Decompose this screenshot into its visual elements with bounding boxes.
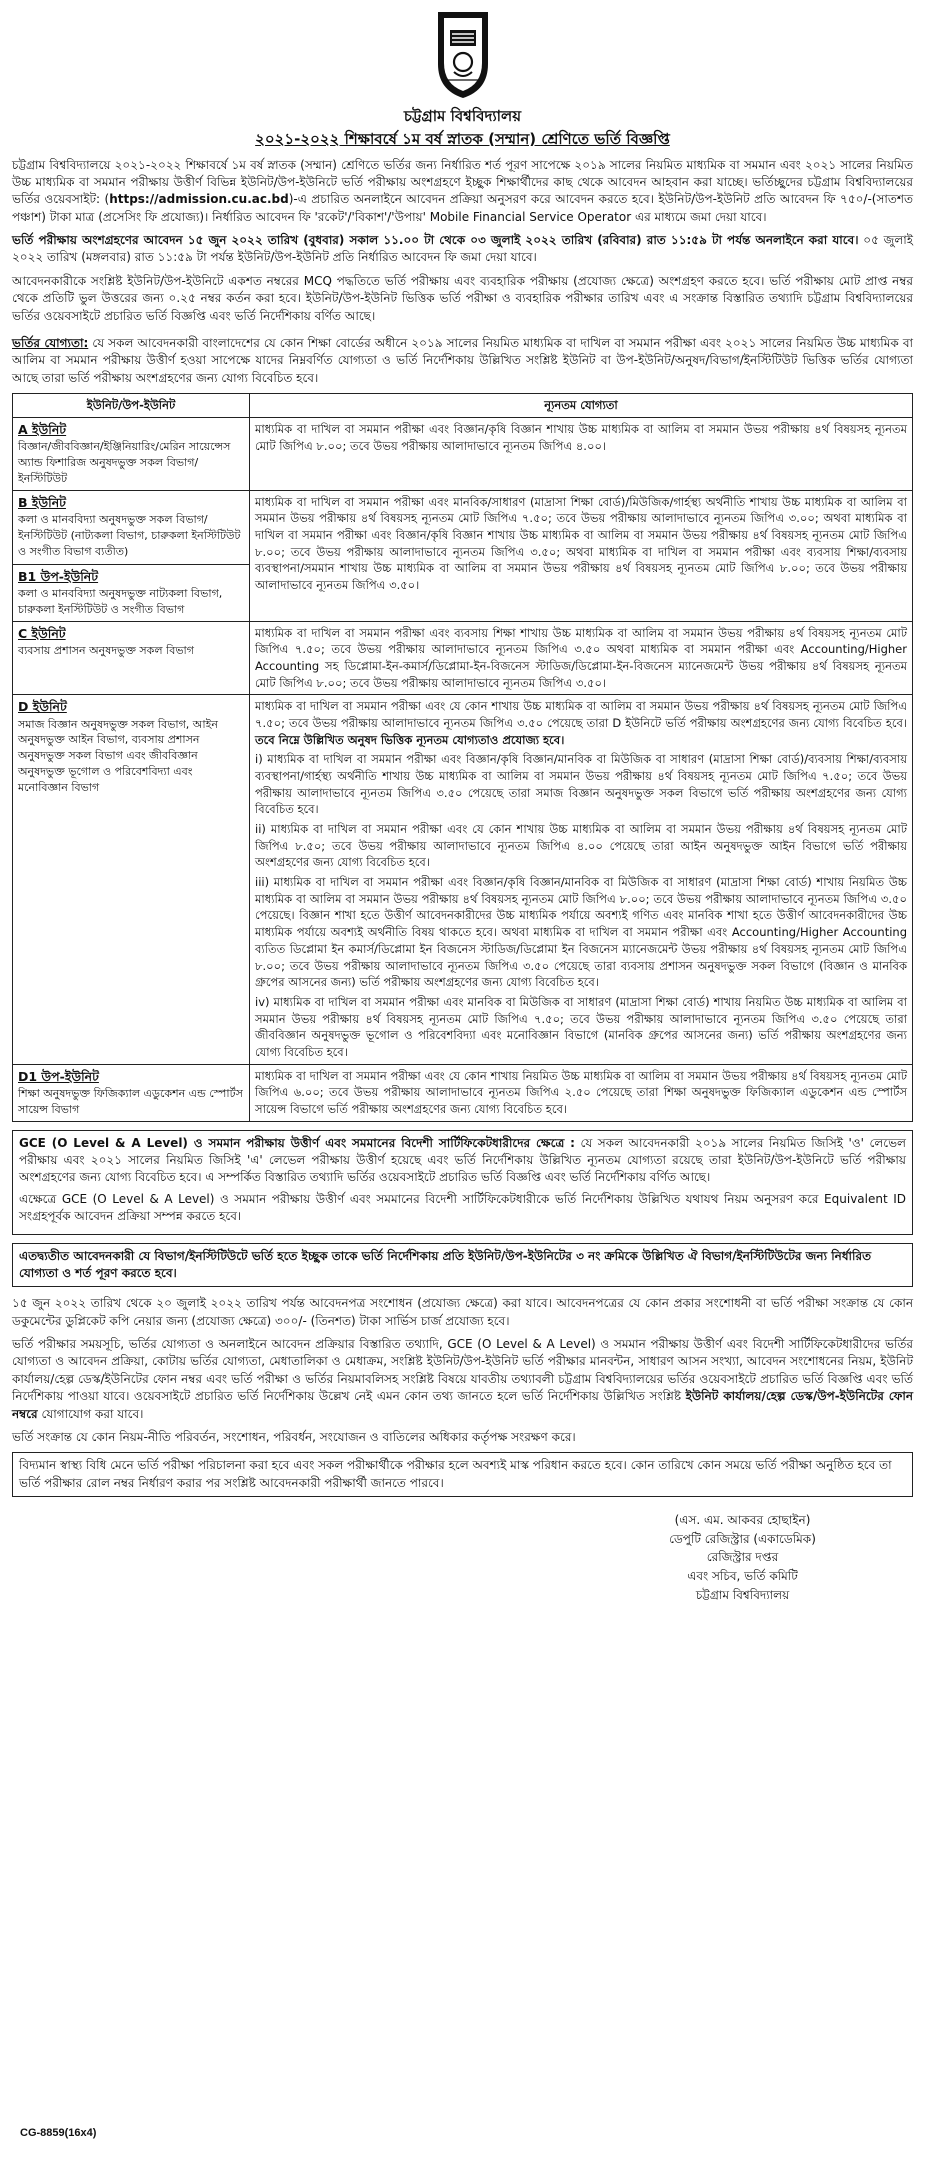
unit-requirement: মাধ্যমিক বা দাখিল বা সমমান পরীক্ষা এবং বিজ্ঞান/কৃষি বিজ্ঞান শাখায় উচ্চ মাধ্যমিক বা আলিম বা সমমান উভয় পরীক্ষায় ৪র্থ বিষয়সহ ন্যূনতম মোট জিপিএ ৮.০০; তবে উভয় পরীক্ষায় আলাদাভাবে ন্যূনতম জিপিএ ৪.০০। <box>250 417 913 490</box>
d-sub-i: i) মাধ্যমিক বা দাখিল বা সমমান পরীক্ষা এবং বিজ্ঞান/কৃষি বিজ্ঞান/মানবিক বা মিউজিক বা সাধারণ (মাদ্রাসা শিক্ষা বোর্ড)/ব্যবসায় শিক্ষা/ব্যবসায় ব্যবস্থাপনা/গার্হস্থ্য অর্থনীতি শাখায় উচ্চ মাধ্যমিক বা আলিম বা সমমান উভয় পরীক্ষায় ৪র্থ বিষয়সহ ন্যূনতম মোট জিপিএ ৭.৫০; তবে উভয় পরীক্ষায় আলাদাভাবে ন্যূনতম জিপিএ ৩.৫০ পেয়েছে তারা সমাজ বিজ্ঞান অনুষদভুক্ত সকল বিভাগে ভর্তি পরীক্ষায় অংশগ্রহণের জন্য যোগ্য বিবেচিত হবে। <box>255 752 907 817</box>
health-box: বিদ্যমান স্বাস্থ্য বিধি মেনে ভর্তি পরীক্ষা পরিচালনা করা হবে এবং সকল পরীক্ষার্থীকে পরীক্ষার হলে অবশ্যই মাস্ক পরিধান করতে হবে। কোন তারিখে কোন সময়ে ভর্তি পরীক্ষা অনুষ্ঠিত হবে তা ভর্তি পরীক্ষার রোল নম্বর নির্ধারণ করার পর সংশ্লিষ্ট আবেদনকারী পরীক্ষার্থী জানতে পারবে। <box>12 1452 913 1497</box>
admission-website-link[interactable]: https://admission.cu.ac.bd <box>109 192 289 207</box>
unit-name: D1 উপ-ইউনিট <box>18 1068 99 1084</box>
gce-box <box>12 1130 913 1235</box>
unit-name: B1 উপ-ইউনিট <box>18 568 99 584</box>
unit-requirement <box>250 695 913 1064</box>
unit-name: B ইউনিট <box>18 494 66 510</box>
table-row-a-unit <box>13 417 913 490</box>
details-paragraph <box>12 1336 913 1423</box>
d-req-main: মাধ্যমিক বা দাখিল বা সমমান পরীক্ষা এবং যে কোন শাখায় উচ্চ মাধ্যমিক বা আলিম বা সমমান উভয় পরীক্ষায় ৪র্থ বিষয়সহ ন্যূনতম মোট জিপিএ ৭.৫০; তবে উভয় পরীক্ষায় আলাদাভাবে ন্যূনতম জিপিএ ৩.৫০ পেয়েছে তারা D ইউনিটে ভর্তি পরীক্ষায় অংশগ্রহণের জন্য যোগ্য বিবেচিত হবে। <box>255 699 907 731</box>
deadline-bold: ভর্তি পরীক্ষায় অংশগ্রহণের আবেদন ১৫ জুন ২০২২ তারিখ (বুধবার) সকাল ১১.০০ টা থেকে ০৩ জুলাই ২০২২ তারিখ (রবিবার) রাত ১১:৫৯ টা পর্যন্ত অনলাইনে করা যাবে। <box>12 233 859 248</box>
signature-block <box>572 1511 913 1604</box>
details-end: যোগাযোগ করা যাবে। <box>37 1406 144 1421</box>
unit-name: D ইউনিট <box>18 699 67 715</box>
unit-requirement: মাধ্যমিক বা দাখিল বা সমমান পরীক্ষা এবং ব্যবসায় শিক্ষা শাখায় উচ্চ মাধ্যমিক বা আলিম বা সমমান উভয় পরীক্ষায় ৪র্থ বিষয়সহ ন্যূনতম মোট জিপিএ ৭.৫০; তবে উভয় পরীক্ষায় আলাদাভাবে ন্যূনতম জিপিএ ৩.৫০ অথবা মাধ্যমিক বা সমমান পরীক্ষা এবং Accounting/Higher Accounting সহ ডিপ্লোমা-ইন-কমার্স/ডিপ্লোমা-ইন-বিজনেস স্টাডিজ/ডিপ্লোমা-ইন-বিজনেস ম্যানেজমেন্ট উভয় পরীক্ষায় ৪র্থ বিষয়সহ ন্যূনতম মোট জিপিএ ৮.০০; তবে উভয় পরীক্ষায় আলাদাভাবে ন্যূনতম জিপিএ ৩.৫০। <box>250 621 913 695</box>
unit-name: C ইউনিট <box>18 625 66 641</box>
notice-title: ২০২১-২০২২ শিক্ষাবর্ষে ১ম বর্ষ স্নাতক (সম্মান) শ্রেণিতে ভর্তি বিজ্ঞপ্তি <box>255 129 670 148</box>
signatory-name: (এস. এম. আকবর হোছাইন) <box>674 1513 811 1528</box>
deadline-rest: ০৫ জুলাই ২০২২ তারিখ (মঙ্গলবার) রাত ১১:৫৯ টা পর্যন্ত ইউনিট/উপ-ইউনিট প্রতি নির্ধারিত আবেদন ফি জমা দেয়া যাবে। <box>12 233 913 265</box>
gce-paragraph-1 <box>19 1135 906 1187</box>
eligibility-text: যে সকল আবেদনকারী বাংলাদেশের যে কোন শিক্ষা বোর্ডের অধীনে ২০১৯ সালের নিয়মিত মাধ্যমিক বা দাখিল বা সমমান পরীক্ষা এবং ২০২১ সালের নিয়মিত উচ্চ মাধ্যমিক বা আলিম বা সমমান পরীক্ষায় উত্তীর্ণ হওয়া সাপেক্ষে যাদের নিম্নবর্ণিত যোগ্যতা ও ভর্তি নির্দেশিকায় উল্লিখিত সংশ্লিষ্ট ইউনিট বা উপ-ইউনিট/অনুষদ/বিভাগ/ইনস্টিটিউট ভিত্তিক ভর্তির যোগ্যতা আছে তারা ভর্তি পরীক্ষায় অংশগ্রহণের জন্য যোগ্য বিবেচিত হবে। <box>12 336 913 385</box>
d-sub-ii: ii) মাধ্যমিক বা দাখিল বা সমমান পরীক্ষা এবং যে কোন শাখায় উচ্চ মাধ্যমিক বা আলিম বা সমমান উভয় পরীক্ষায় ৪র্থ বিষয়সহ ন্যূনতম মোট জিপিএ ৮.৫০; তবে উভয় পরীক্ষায় আলাদাভাবে ন্যূনতম জিপিএ ৪.০০ পেয়েছে তারা আইন অনুষদভুক্ত আইন বিভাগে ভর্তি পরীক্ষায় অংশগ্রহণের জন্য যোগ্য বিবেচিত হবে। <box>255 822 907 870</box>
unit-desc: ব্যবসায় প্রশাসন অনুষদভুক্ত সকল বিভাগ <box>18 643 194 657</box>
eligibility-table <box>12 393 913 1121</box>
unit-desc: কলা ও মানববিদ্যা অনুষদভুক্ত নাট্যকলা বিভাগ, চারুকলা ইনস্টিটিউট ও সংগীত বিভাগ <box>18 586 223 616</box>
d-sub-iii: iii) মাধ্যমিক বা দাখিল বা সমমান পরীক্ষা এবং বিজ্ঞান/কৃষি বিজ্ঞান/মানবিক বা মিউজিক বা সাধারণ (মাদ্রাসা শিক্ষা বোর্ড) শাখায় নিয়মিত উচ্চ মাধ্যমিক বা আলিম বা সমমান উভয় পরীক্ষায় ৪র্থ বিষয়সহ ন্যূনতম মোট জিপিএ ৮.০০; তবে উভয় পরীক্ষায় আলাদাভাবে ন্যূনতম জিপিএ ৩.৫০ পেয়েছে। বিজ্ঞান শাখা হতে উত্তীর্ণ আবেদনকারীদের উচ্চ মাধ্যমিক পর্যায়ে অবশ্যই গণিত এবং মানবিক শাখা হতে উত্তীর্ণ আবেদনকারীদের উচ্চ মাধ্যমিক পর্যায়ে অবশ্যই অর্থনীতি বিষয় থাকতে হবে। অথবা মাধ্যমিক বা দাখিল বা সমমান পরীক্ষা এবং Accounting/Higher Accounting ব্যতিত ডিপ্লোমা ইন কমার্স/ডিপ্লোমা ইন বিজনেস স্টাডিজ/ডিপ্লোমা ইন বিজনেস ম্যানেজমেন্ট উভয় পরীক্ষায় ৪র্থ বিষয়সহ ন্যূনতম মোট জিপিএ ৮.০০; তবে উভয় পরীক্ষায় আলাদাভাবে ন্যূনতম জিপিএ ৩.৫০ পেয়েছে তারা ব্যবসায় প্রশাসন অনুষদভুক্ত সকল বিভাগে (বিজ্ঞান ও মানবিক গ্রুপের আসনের জন্য) ভর্তি পরীক্ষায় অংশগ্রহণের জন্য যোগ্য বিবেচিত হবে। <box>255 875 907 990</box>
university-logo <box>12 6 913 104</box>
table-header-unit: ইউনিট/উপ-ইউনিট <box>13 394 250 418</box>
eligibility-label: ভর্তির যোগ্যতা: <box>12 336 89 351</box>
unit-name: A ইউনিট <box>18 421 67 437</box>
gce-rest: যে সকল আবেদনকারী ২০১৯ সালের নিয়মিত জিসিই 'ও' লেভেল পরীক্ষায় এবং ২০২১ সালের নিয়মিত জিসিই 'এ' লেভেল পরীক্ষায় উত্তীর্ণ হয়েছে এবং ভর্তি নির্দেশিকায় উল্লিখিত ন্যূনতম যোগ্যতা রয়েছে তারা ইউনিট/উপ-ইউনিটে ভর্তি পরীক্ষায় অংশগ্রহণের জন্য যোগ্য বিবেচিত হবে। এ সম্পর্কিত বিস্তারিত তথ্যাদি ভর্তির ওয়েবসাইটে প্রচারিত ভর্তি বিজ্ঞপ্তি এবং ভর্তি নির্দেশিকায় বর্ণিত আছে। <box>19 1135 906 1185</box>
signatory-title-2: রেজিস্ট্রার দপ্তর <box>706 1550 779 1565</box>
table-header-requirement: ন্যূনতম যোগ্যতা <box>250 394 913 418</box>
correction-paragraph: ১৫ জুন ২০২২ তারিখ থেকে ২০ জুলাই ২০২২ তারিখ পর্যন্ত আবেদনপত্র সংশোধন (প্রযোজ্য ক্ষেত্রে) করা যাবে। আবেদনপত্রের যে কোন প্রকার সংশোধনী বা ভর্তি পরীক্ষা সংক্রান্ত যে কোন ডকুমেন্টের ডুপ্লিকেট কপি নেয়ার জন্য (প্রযোজ্য ক্ষেত্রে) ৩০০/- (তিনশত) টাকা সার্ভিস চার্জ প্রযোজ্য হবে। <box>12 1296 913 1328</box>
details-bold: ইউনিট কার্যালয়/হেল্প ডেস্ক/উপ-ইউনিটের ফোন নম্বরে <box>12 1389 913 1421</box>
authority-paragraph: ভর্তি সংক্রান্ত যে কোন নিয়ম-নীতি পরিবর্তন, সংশোধন, পরিবর্ধন, সংযোজন ও বাতিলের অধিকার কর্তৃপক্ষ সংরক্ষণ করে। <box>12 1430 576 1445</box>
ad-code: CG-8859(16x4) <box>20 2127 97 2139</box>
table-row-b-unit <box>13 490 913 621</box>
table-header-row <box>13 394 913 418</box>
d-req-bold: তবে নিম্নে উল্লিখিত অনুষদ ভিত্তিক ন্যূনতম যোগ্যতাও প্রযোজ্য হবে। <box>255 732 565 747</box>
eligibility-paragraph <box>12 335 913 387</box>
deadline-paragraph <box>12 232 913 267</box>
table-row-d1-unit <box>13 1064 913 1121</box>
notice-page <box>12 0 913 2139</box>
unit-desc: কলা ও মানববিদ্যা অনুষদভুক্ত সকল বিভাগ/ইনস্টিটিউট (নাট্যকলা বিভাগ, চারুকলা ইনস্টিটিউট ও সংগীত বিভাগ ব্যতীত) <box>18 512 241 558</box>
table-row-c-unit <box>13 621 913 695</box>
university-name: চট্টগ্রাম বিশ্ববিদ্যালয় <box>403 107 522 125</box>
signatory-title-1: ডেপুটি রেজিস্ট্রার (একাডেমিক) <box>669 1531 816 1546</box>
gce-bold: GCE (O Level & A Level) ও সমমান পরীক্ষায় উত্তীর্ণ এবং সমমানের বিদেশী সার্টিফিকেটধারীদের ক্ষেত্রে : <box>19 1135 575 1150</box>
crest-icon <box>428 6 498 102</box>
unit-requirement: মাধ্যমিক বা দাখিল বা সমমান পরীক্ষা এবং মানবিক/সাধারণ (মাদ্রাসা শিক্ষা বোর্ড)/মিউজিক/গার্হস্থ্য অর্থনীতি শাখায় উচ্চ মাধ্যমিক বা আলিম বা সমমান উভয় পরীক্ষায় ৪র্থ বিষয়সহ ন্যূনতম মোট জিপিএ ৭.৫০; তবে উভয় পরীক্ষায় আলাদাভাবে ন্যূনতম জিপিএ ৩.০০; অথবা মাধ্যমিক বা দাখিল বা সমমান পরীক্ষা এবং বিজ্ঞান/কৃষি বিজ্ঞান শাখায় উচ্চ মাধ্যমিক বা আলিম বা সমমান উভয় পরীক্ষায় ৪র্থ বিষয়সহ ন্যূনতম মোট জিপিএ ৮.০০; তবে উভয় পরীক্ষায় আলাদাভাবে ন্যূনতম জিপিএ ৩.৫০; অথবা মাধ্যমিক বা দাখিল বা সমমান পরীক্ষা এবং ব্যবসায় শিক্ষা/ব্যবসায় ব্যবস্থাপনা/সমমান শাখায় উচ্চ মাধ্যমিক বা আলিম বা সমমান উভয় পরীক্ষায় ৪র্থ বিষয়সহ ন্যূনতম মোট জিপিএ ৮.০০; তবে উভয় পরীক্ষায় আলাদাভাবে ন্যূনতম জিপিএ ৩.৫০। <box>250 490 913 621</box>
details-text: ভর্তি পরীক্ষার সময়সূচি, ভর্তির যোগ্যতা ও অনলাইনে আবেদন প্রক্রিয়ার বিস্তারিত তথ্যাদি, GCE (O Level & A Level) ও সমমান পরীক্ষায় উত্তীর্ণ এবং বিদেশী সার্টিফিকেটধারীদের ভর্তির যোগ্যতা ও আবেদন প্রক্রিয়া, কোটায় ভর্তির যোগ্যতা, মেধাতালিকা ও মেধাক্রম, সংশ্লিষ্ট ইউনিট/উপ-ইউনিট ভর্তি পরীক্ষার মানবন্টন, সাধারণ আসন সংখ্যা, আবেদন সংশোধনের নিয়ম, ইউনিট কার্যালয়/হেল্প ডেস্ক/ইউনিটের ফোন নম্বর এবং ভর্তি পরীক্ষা ও ভর্তির নিয়মাবলিসহ সংশ্লিষ্ট বিষয়ে যাবতীয় তথ্যাবলী চট্টগ্রাম বিশ্ববিদ্যালয়ের ভর্তির ওয়েবসাইটে প্রচারিত ভর্তি বিজ্ঞপ্তি এবং ভর্তি নির্দেশিকায় পাওয়া যাবে। ওয়েবসাইটে প্রচারিত ভর্তি নির্দেশিকায় উল্লেখ নেই এমন কোন তথ্য জানতে হলে ভর্তি নির্দেশিকায় উল্লিখিত সংশ্লিষ্ট <box>12 1337 913 1404</box>
unit-desc: শিক্ষা অনুষদভুক্ত ফিজিক্যাল এডুকেশন এন্ড স্পোর্টস সায়েন্স বিভাগ <box>18 1086 243 1116</box>
unit-desc: সমাজ বিজ্ঞান অনুষদভুক্ত সকল বিভাগ, আইন অনুষদভুক্ত আইন বিভাগ, ব্যবসায় প্রশাসন অনুষদভুক্ত সকল বিভাগ এবং জীববিজ্ঞান অনুষদভুক্ত ভূগোল ও পরিবেশবিদ্যা এবং মনোবিজ্ঞান বিভাগ <box>18 717 218 795</box>
signatory-title-4: চট্টগ্রাম বিশ্ববিদ্যালয় <box>695 1587 790 1602</box>
intro-paragraph: চট্টগ্রাম বিশ্ববিদ্যালয়ে ২০২১-২০২২ শিক্ষাবর্ষে ১ম বর্ষ স্নাতক (সম্মান) শ্রেণিতে ভর্তির জন্য নির্ধারিত শর্ত পূরণ সাপেক্ষে ২০১৯ সালের নিয়মিত মাধ্যমিক বা সমমান এবং ২০২১ সালের নিয়মিত উচ্চ মাধ্যমিক বা সমমান পরীক্ষায় উত্তীর্ণ বিভিন্ন ইউনিট/উপ-ইউনিটে ভর্তি পরীক্ষায় অংশগ্রহণে ইচ্ছুক শিক্ষার্থীদের কাছ থেকে আবেদন আহবান করা যাচ্ছে। ভর্তিচ্ছুদের চট্টগ্রাম বিশ্ববিদ্যালয়ের ভর্তির ওয়েবসাইট: (https://admission.cu.ac.bd)-এ প্রচারিত অনলাইনে আবেদন প্রক্রিয়া অনুসরণ করে আবেদন করতে হবে। ইউনিট/উপ-ইউনিট প্রতি আবেদন ফি ৭৫০/-(সাতশত পঞ্চাশ) টাকা মাত্র (প্রসেসিং ফি প্রযোজ্য)। নির্ধারিত আবেদন ফি 'রকেট'/'বিকাশ'/'উপায়' Mobile Financial Service Operator এর মাধ্যমে জমা দেয়া যাবে। <box>12 157 913 224</box>
d-sub-iv: iv) মাধ্যমিক বা দাখিল বা সমমান পরীক্ষা এবং মানবিক বা মিউজিক বা সাধারণ (মাদ্রাসা শিক্ষা বোর্ড) শাখায় নিয়মিত উচ্চ মাধ্যমিক বা আলিম বা সমমান উভয় পরীক্ষায় ৪র্থ বিষয়সহ ন্যূনতম মোট জিপিএ ৭.৫০; তবে উভয় পরীক্ষায় আলাদাভাবে ন্যূনতম জিপিএ ৩.৫০ পেয়েছে তারা জীববিজ্ঞান অনুষদভুক্ত ভূগোল ও পরিবেশবিদ্যা এবং মনোবিজ্ঞান বিভাগে (মানবিক গ্রুপের আসনের জন্য) ভর্তি পরীক্ষায় অংশগ্রহণের জন্য যোগ্য বিবেচিত হবে। <box>255 994 907 1059</box>
department-note-box: এতদ্ব্যতীত আবেদনকারী যে বিভাগ/ইনস্টিটিউটে ভর্তি হতে ইচ্ছুক তাকে ভর্তি নির্দেশিকায় প্রতি ইউনিট/উপ-ইউনিটের ৩ নং ক্রমিকে উল্লিখিত ঐ বিভাগ/ইনস্টিটিউটের জন্য নির্ধারিত যোগ্যতা ও শর্ত পূরণ করতে হবে। <box>12 1243 913 1288</box>
table-row-d-unit <box>13 695 913 1064</box>
unit-desc: বিজ্ঞান/জীববিজ্ঞান/ইঞ্জিনিয়ারিং/মেরিন সায়েন্সেস অ্যান্ড ফিশারিজ অনুষদভুক্ত সকল বিভাগ/ইনস্টিটিউট <box>18 439 231 485</box>
signatory-title-3: এবং সচিব, ভর্তি কমিটি <box>687 1568 798 1583</box>
intro-text-a: চট্টগ্রাম বিশ্ববিদ্যালয়ে ২০২১-২০২২ শিক্ষাবর্ষে ১ম বর্ষ স্নাতক (সম্মান) শ্রেণিতে ভর্তির জন্য নির্ধারিত শর্ত পূরণ সাপেক্ষে ২০১৯ সালের নিয়মিত মাধ্যমিক বা সমমান এবং ২০২১ সালের নিয়মিত উচ্চ মাধ্যমিক বা সমমান পরীক্ষায় উত্তীর্ণ বিভিন্ন ইউনিট/উপ-ইউনিটে ভর্তি পরীক্ষায় অংশগ্রহণে ইচ্ছুক শিক্ষার্থীদের কাছ থেকে আবেদন আহবান করা যাচ্ছে। ভর্তিচ্ছুদের চট্টগ্রাম বিশ্ববিদ্যালয়ের ভর্তির ওয়েবসাইট: <box>12 157 913 207</box>
gce-paragraph-2: এক্ষেত্রে GCE (O Level & A Level) ও সমমান পরীক্ষায় উত্তীর্ণ এবং সমমানের বিদেশী সার্টিফিকেটধারীকে ভর্তি নির্দেশিকায় উল্লিখিত যথাযথ নিয়ম অনুসরণ করে Equivalent ID সংগ্রহপূর্বক আবেদন প্রক্রিয়া সম্পন্ন করতে হবে। <box>19 1191 906 1224</box>
unit-requirement: মাধ্যমিক বা দাখিল বা সমমান পরীক্ষা এবং যে কোন শাখায় নিয়মিত উচ্চ মাধ্যমিক বা আলিম বা সমমান উভয় পরীক্ষায় ৪র্থ বিষয়সহ ন্যূনতম মোট জিপিএ ৬.০০; তবে উভয় পরীক্ষায় আলাদাভাবে ন্যূনতম জিপিএ ২.৫০ পেয়েছে তারা শিক্ষা অনুষদভুক্ত ফিজিক্যাল এডুকেশন এন্ড স্পোর্টস সায়েন্স বিভাগে ভর্তি পরীক্ষায় অংশগ্রহণের জন্য যোগ্য বিবেচিত হবে। <box>250 1064 913 1121</box>
intro-text-b: )-এ প্রচারিত অনলাইনে আবেদন প্রক্রিয়া অনুসরণ করে আবেদন করতে হবে। ইউনিট/উপ-ইউনিট প্রতি আবেদন ফি ৭৫০/-(সাতশত পঞ্চাশ) টাকা মাত্র (প্রসেসিং ফি প্রযোজ্য)। নির্ধারিত আবেদন ফি 'রকেট'/'বিকাশ'/'উপায়' Mobile Financial Service Operator এর মাধ্যমে জমা দেয়া যাবে। <box>12 192 913 224</box>
exam-method-paragraph: আবেদনকারীকে সংশ্লিষ্ট ইউনিট/উপ-ইউনিটে একশত নম্বরের MCQ পদ্ধতিতে ভর্তি পরীক্ষায় এবং ব্যবহারিক পরীক্ষায় (প্রযোজ্য ক্ষেত্রে) অংশগ্রহণ করতে হবে। ভর্তি পরীক্ষায় মোট প্রাপ্ত নম্বর থেকে প্রতিটি ভুল উত্তরের জন্য ০.২৫ নম্বর কর্তন করা হবে। ইউনিট/উপ-ইউনিট ভিত্তিক ভর্তি পরীক্ষা ও ব্যবহারিক পরীক্ষার তারিখ এবং এ সংক্রান্ত বিস্তারিত তথ্যাদি চট্টগ্রাম বিশ্ববিদ্যালয়ের ভর্তির ওয়েবসাইটে প্রচারিত ভর্তি বিজ্ঞপ্তি এবং ভর্তি নির্দেশিকায় বর্ণিত আছে। <box>12 273 913 323</box>
